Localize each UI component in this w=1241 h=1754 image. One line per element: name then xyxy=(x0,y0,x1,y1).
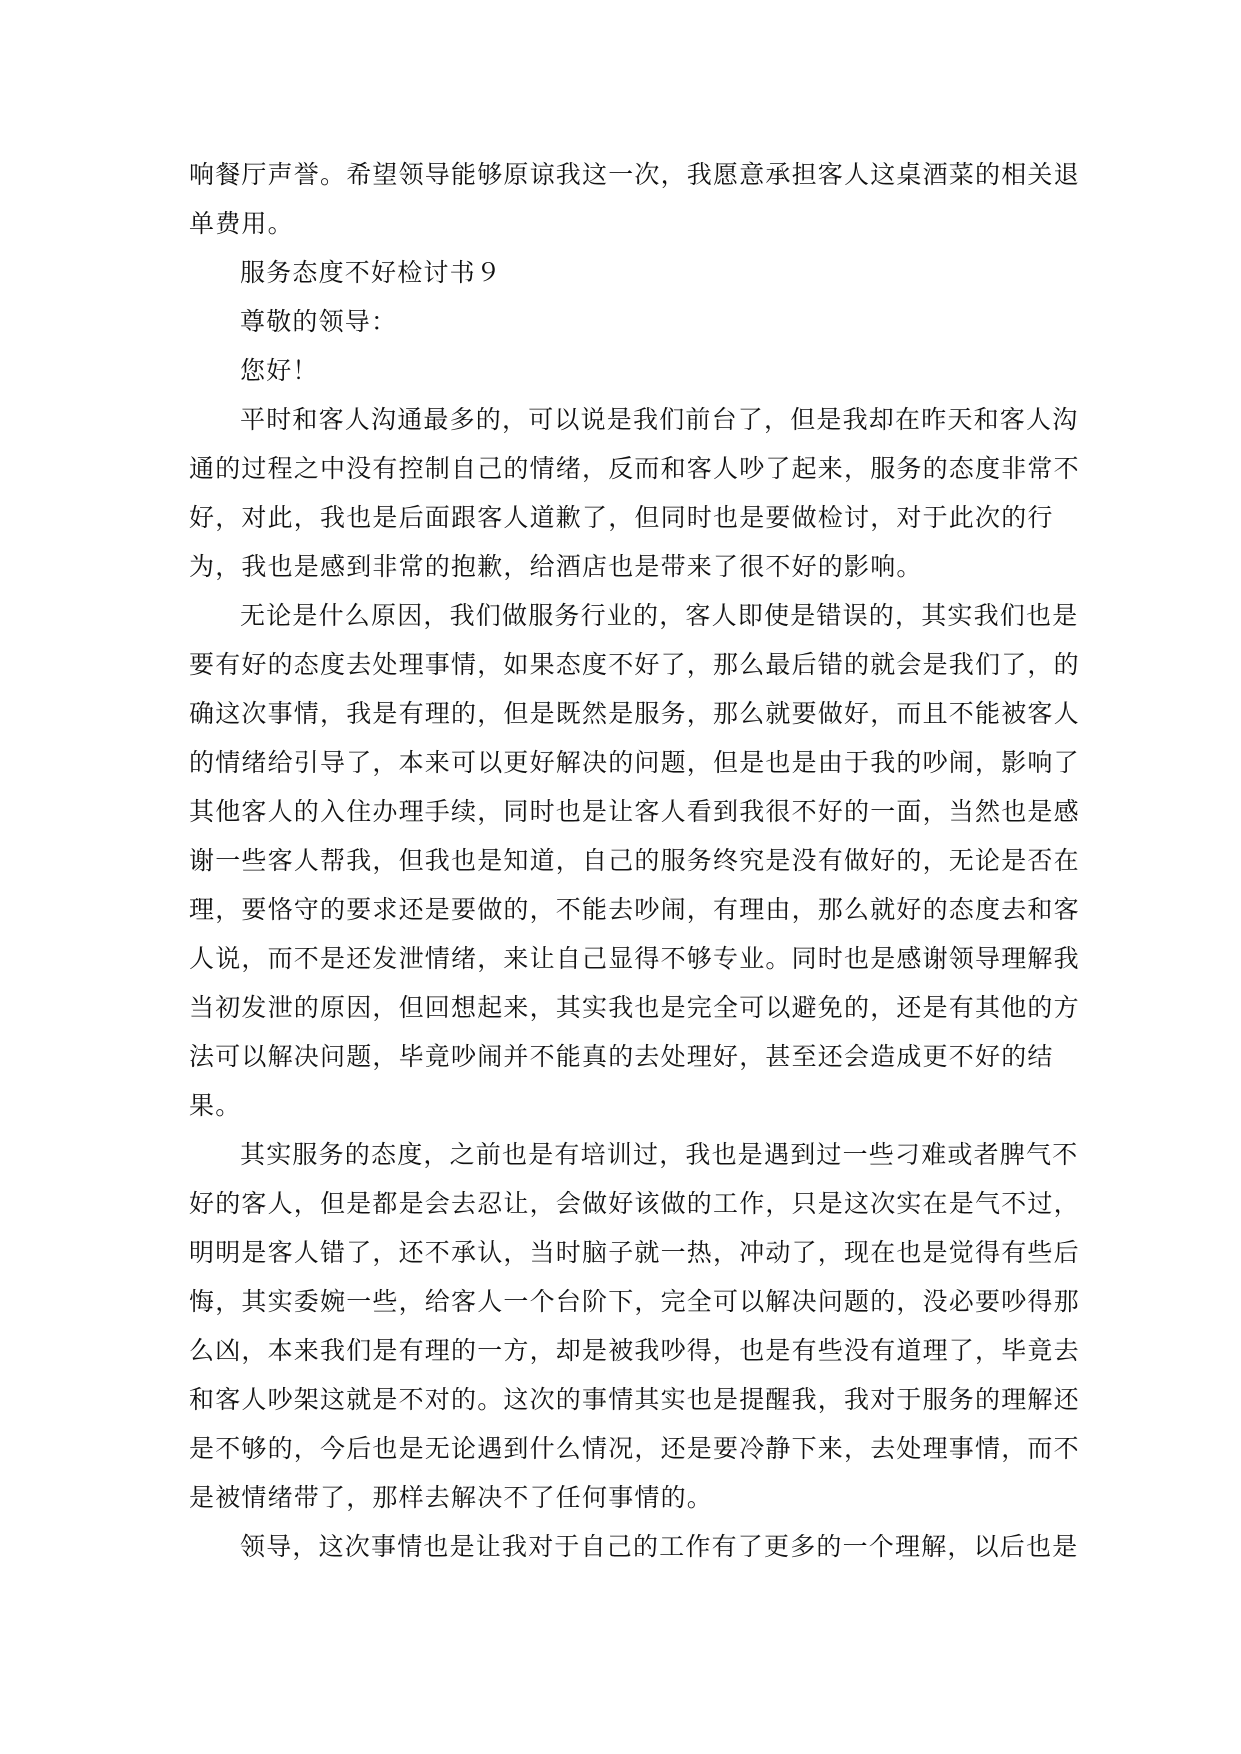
body-text-line: 是被情绪带了，那样去解决不了任何事情的。 xyxy=(189,1483,714,1512)
body-text-line: 果。 xyxy=(189,1091,242,1120)
paragraph-start-line: 无论是什么原因，我们做服务行业的，客人即使是错误的，其实我们也是 xyxy=(240,601,1079,630)
greeting: 您好！ xyxy=(240,356,319,385)
body-text-line: 悔，其实委婉一些，给客人一个台阶下，完全可以解决问题的，没必要吵得那 xyxy=(189,1287,1080,1316)
body-text-line: 理，要恪守的要求还是要做的，不能去吵闹，有理由，那么就好的态度去和客 xyxy=(189,895,1080,924)
body-text-line: 谢一些客人帮我，但我也是知道，自己的服务终究是没有做好的，无论是否在 xyxy=(189,846,1080,875)
body-text-line: 法可以解决问题，毕竟吵闹并不能真的去处理好，甚至还会造成更不好的结 xyxy=(189,1042,1054,1071)
body-text-line: 通的过程之中没有控制自己的情绪，反而和客人吵了起来，服务的态度非常不 xyxy=(189,454,1080,483)
body-text-line: 明明是客人错了，还不承认，当时脑子就一热，冲动了，现在也是觉得有些后 xyxy=(189,1238,1080,1267)
body-text-line: 的情绪给引导了，本来可以更好解决的问题，但是也是由于我的吵闹，影响了 xyxy=(189,748,1080,777)
paragraph-start-line: 平时和客人沟通最多的，可以说是我们前台了，但是我却在昨天和客人沟 xyxy=(240,405,1079,434)
paragraph-start-line: 其实服务的态度，之前也是有培训过，我也是遇到过一些刁难或者脾气不 xyxy=(240,1140,1079,1169)
paragraph-start-line: 领导，这次事情也是让我对于自己的工作有了更多的一个理解，以后也是 xyxy=(240,1532,1079,1561)
body-text-line: 响餐厅声誉。希望领导能够原谅我这一次，我愿意承担客人这桌酒菜的相关退 xyxy=(189,160,1080,189)
section-title: 服务态度不好检讨书９ xyxy=(240,258,503,287)
body-text-line: 是不够的，今后也是无论遇到什么情况，还是要冷静下来，去处理事情，而不 xyxy=(189,1434,1080,1463)
body-text-line: 单费用。 xyxy=(189,209,294,238)
salutation: 尊敬的领导： xyxy=(240,307,398,336)
body-text-line: 好，对此，我也是后面跟客人道歉了，但同时也是要做检讨，对于此次的行 xyxy=(189,503,1054,532)
body-text-line: 和客人吵架这就是不对的。这次的事情其实也是提醒我，我对于服务的理解还 xyxy=(189,1385,1080,1414)
body-text-line: 为，我也是感到非常的抱歉，给酒店也是带来了很不好的影响。 xyxy=(189,552,923,581)
body-text-line: 确这次事情，我是有理的，但是既然是服务，那么就要做好，而且不能被客人 xyxy=(189,699,1080,728)
body-text-line: 要有好的态度去处理事情，如果态度不好了，那么最后错的就会是我们了，的 xyxy=(189,650,1080,679)
body-text-line: 当初发泄的原因，但回想起来，其实我也是完全可以避免的，还是有其他的方 xyxy=(189,993,1080,1022)
body-text-line: 其他客人的入住办理手续，同时也是让客人看到我很不好的一面，当然也是感 xyxy=(189,797,1080,826)
body-text-line: 好的客人，但是都是会去忍让，会做好该做的工作，只是这次实在是气不过， xyxy=(189,1189,1080,1218)
body-text-line: 人说，而不是还发泄情绪，来让自己显得不够专业。同时也是感谢领导理解我 xyxy=(189,944,1080,973)
body-text-line: 么凶，本来我们是有理的一方，却是被我吵得，也是有些没有道理了，毕竟去 xyxy=(189,1336,1080,1365)
